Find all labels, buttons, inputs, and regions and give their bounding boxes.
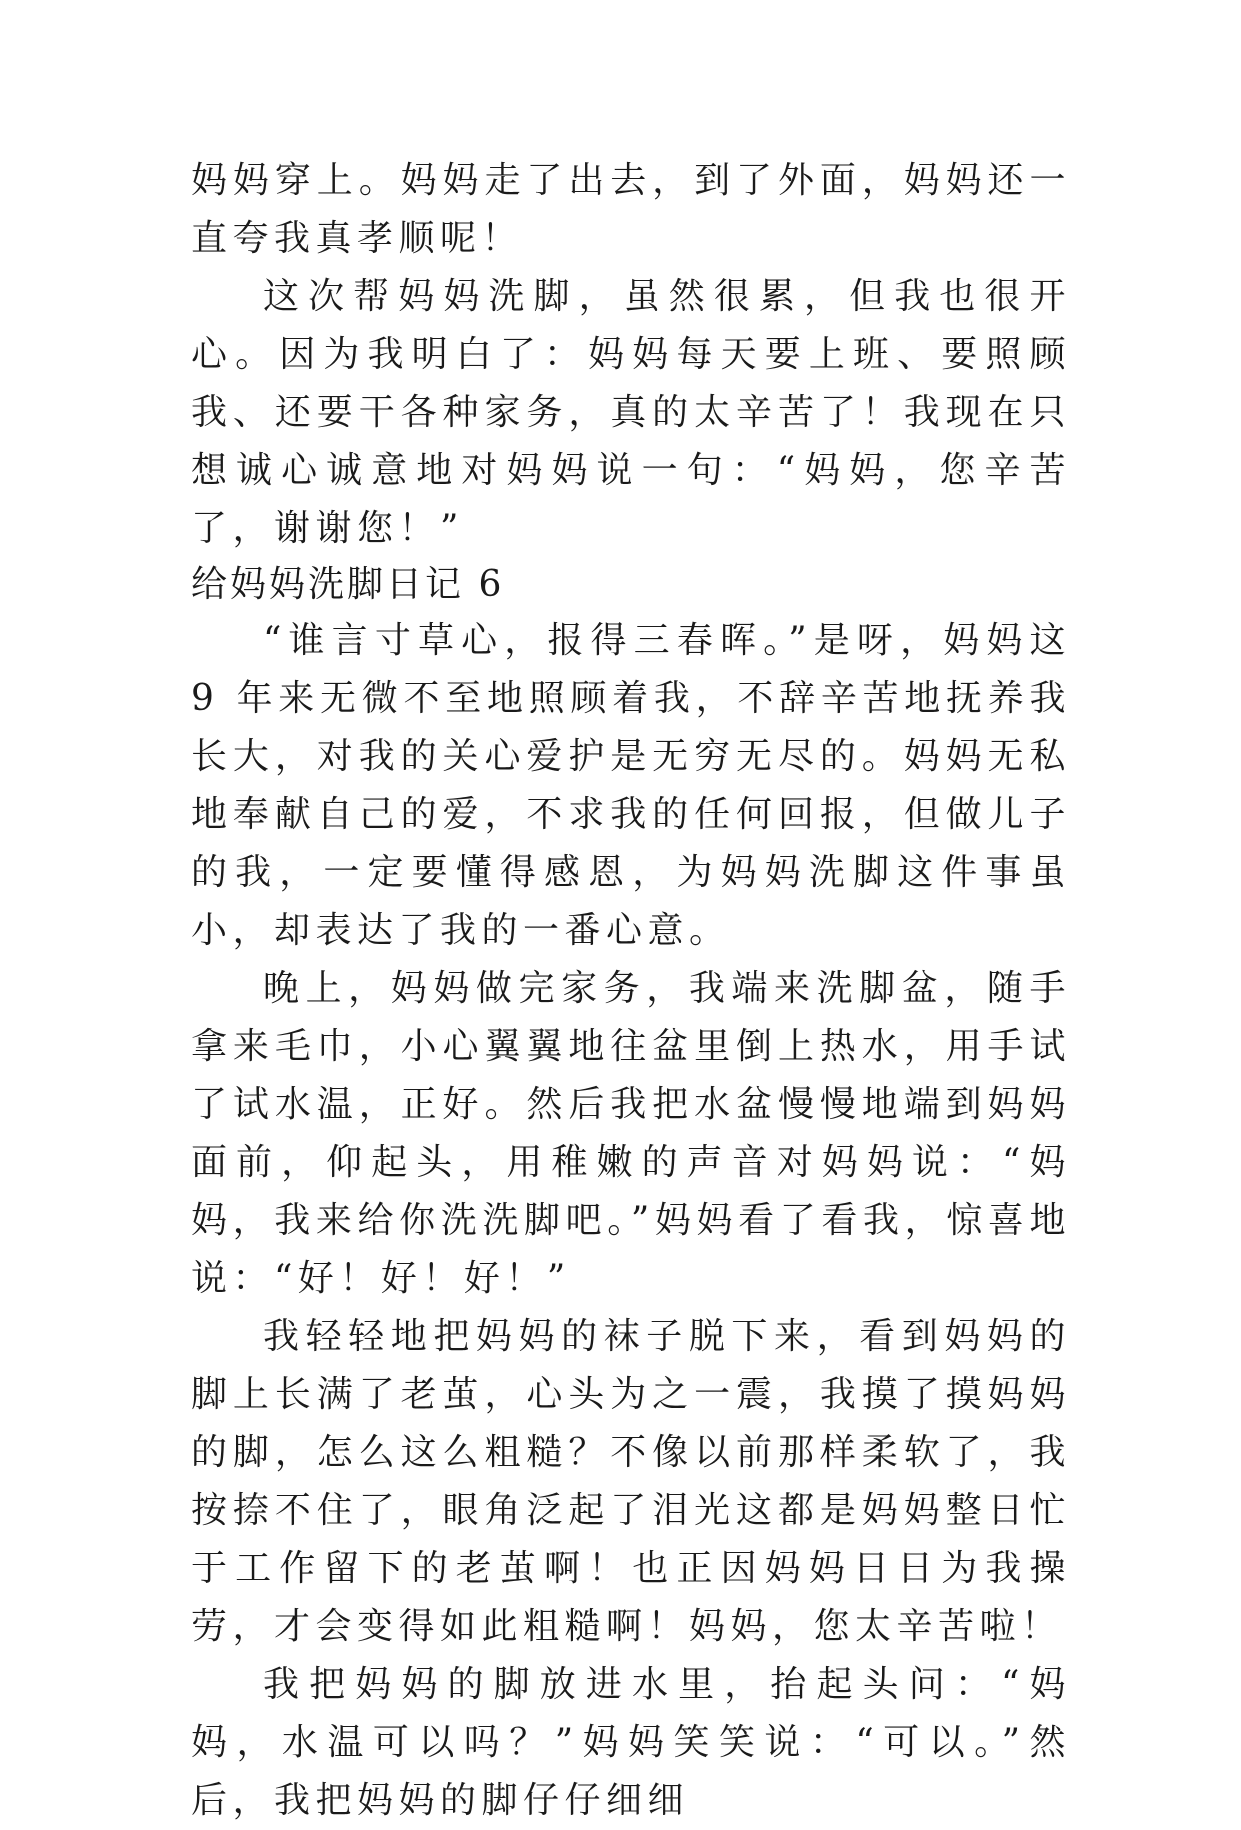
paragraph: “谁言寸草心，报得三春晖。”是呀，妈妈这 9 年来无微不至地照顾着我，不辞辛苦地抚养我长大，对我的关心爱护是无穷无尽的。妈妈无私地奉献自己的爱，不求我的任何回报，但做儿子的我，一定要懂得感恩，为妈妈洗脚这件事虽小，却表达了我的一番心意。 [191, 620, 1071, 951]
paragraph-continuation: 妈妈穿上。妈妈走了出去，到了外面，妈妈还一直夸我真孝顺呢！ [191, 160, 1071, 259]
paragraph: 我轻轻地把妈妈的袜子脱下来，看到妈妈的脚上长满了老茧，心头为之一震，我摸了摸妈妈的脚，怎么这么粗糙？不像以前那样柔软了，我按捺不住了，眼角泛起了泪光这都是妈妈整日忙于工作留下的老茧啊！也正因妈妈日日为我操劳，才会变得如此粗糙啊！妈妈，您太辛苦啦！ [191, 1316, 1071, 1647]
paragraph: 这次帮妈妈洗脚，虽然很累，但我也很开心。因为我明白了：妈妈每天要上班、要照顾我、还要干各种家务，真的太辛苦了！我现在只想诚心诚意地对妈妈说一句：“妈妈，您辛苦了，谢谢您！” [191, 276, 1071, 549]
document-body [191, 152, 1071, 1830]
paragraph: 晚上，妈妈做完家务，我端来洗脚盆，随手拿来毛巾，小心翼翼地往盆里倒上热水，用手试了试水温，正好。然后我把水盆慢慢地端到妈妈面前，仰起头，用稚嫩的声音对妈妈说：“妈妈，我来给你洗洗脚吧。”妈妈看了看我，惊喜地说：“好！好！好！” [191, 968, 1071, 1299]
paragraph: 我把妈妈的脚放进水里，抬起头问：“妈妈，水温可以吗？”妈妈笑笑说：“可以。”然后，我把妈妈的脚仔仔细细 [191, 1664, 1071, 1821]
section-heading: 给妈妈洗脚日记 6 [191, 564, 505, 605]
